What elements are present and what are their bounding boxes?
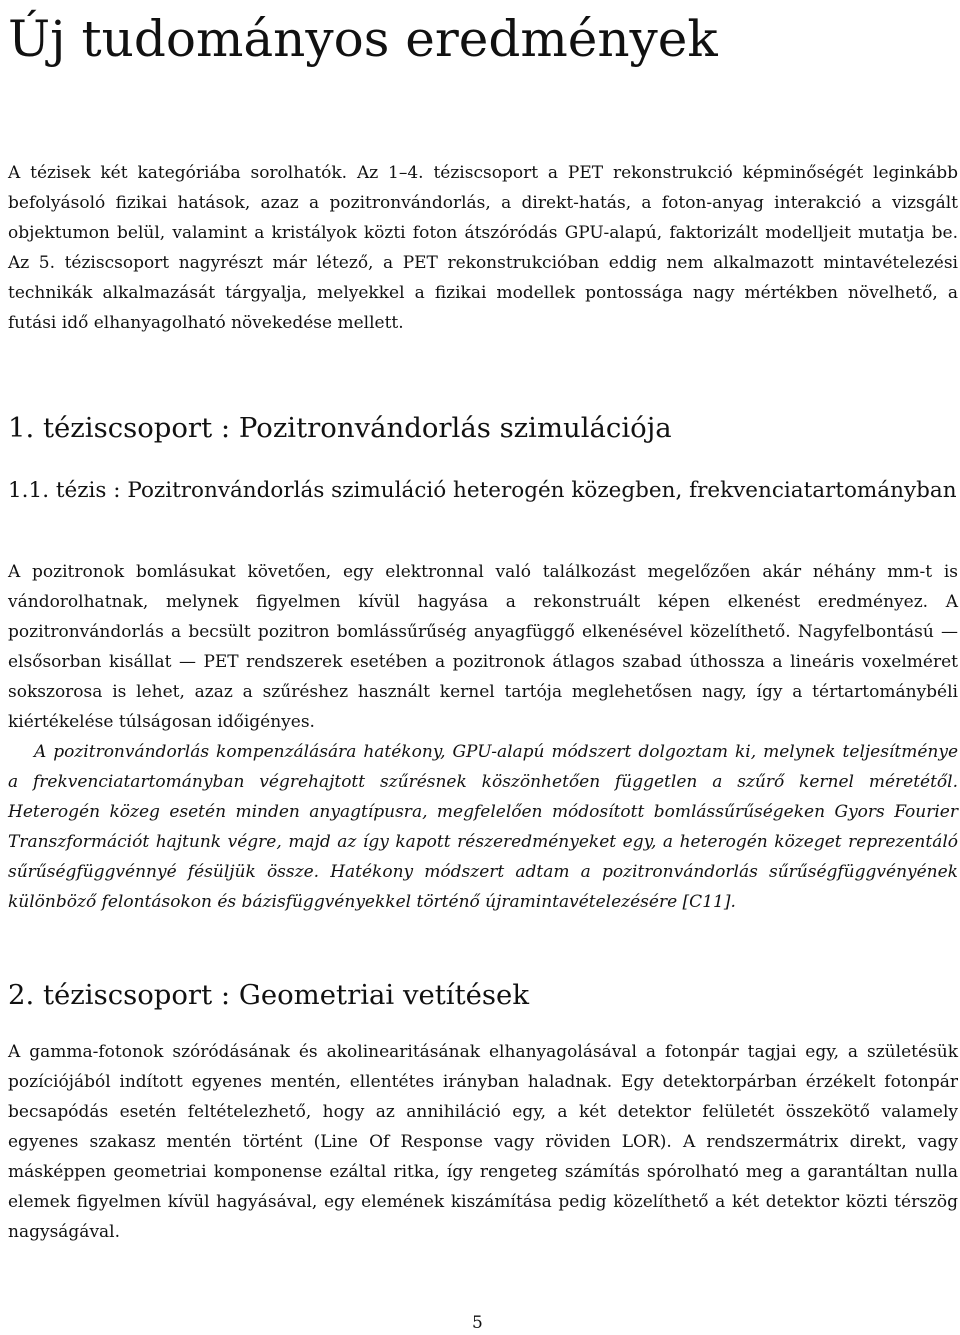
thesis-1-1-paragraph: A pozitronok bomlásukat követően, egy elektronnal való találkozást megelőzően akár néhány mm-t is vándorolhatnak, melynek figyelmen kívül hagyása a rekonstruált képen elkenést eredményez. A pozitronvándorlás a becsült pozitron bomlássűrűség anyagfüggő elkenésével közelíthető. Nagyfelbontású — elsősorban kisállat — PET rendszerek esetében a pozitronok átlagos szabad úthossza a lineáris voxelméret sokszorosa is lehet, azaz a szűréshez használt kernel tartója meglehetősen nagy, így a tértartománybéli kiértékelése túlságosan időigényes. [8,562,958,732]
intro-paragraph: A tézisek két kategóriába sorolhatók. Az 1–4. téziscsoport a PET rekonstrukció képminőségét leginkább befolyásoló fizikai hatások, azaz a pozitronvándorlás, a direkt-hatás, a foton-anyag interakció a vizsgált objektumon belül, valamint a kristályok közti foton átszóródás GPU-alapú, faktorizált modelljeit mutatja be. Az 5. téziscsoport nagyrészt már létező, a PET rekonstrukcióban eddig nem alkalmazott mintavételezési technikák alkalmazását tárgyalja, melyekkel a fizikai modellek pontossága nagy mértékben növelhető, a futási idő elhanyagolható növekedése mellett. [8,163,958,333]
page-number: 5 [472,1313,483,1333]
chapter-title: Új tudományos eredmények [8,10,718,68]
thesis-1-1-claim: A pozitronvándorlás kompenzálására hatékony, GPU-alapú módszert dolgoztam ki, melynek teljesítménye a frekvenciatartományban végrehajtott szűrésnek köszönhetően független a szűrő kernel méretétől. Heterogén közeg esetén minden anyagtípusra, megfelelően módosított bomlássűrűségeken Gyors Fourier Transzformációt hajtunk végre, majd az így kapott részeredményeket egy, a heterogén közeget reprezentáló sűrűségfüggvénnyé fésüljük össze. Hatékony módszert adtam a pozitronvándorlás sűrűségfüggvényének különböző felontásokon és bázisfüggvényekkel történő újramintavételezésére [C11]. [8,742,958,912]
section-2-paragraph: A gamma-fotonok szóródásának és akolinearitásának elhanyagolásával a fotonpár tagjai egy, a születésük pozíciójából indított egyenes mentén, ellentétes irányban haladnak. Egy detektorpárban érzékelt fotonpár becsapódás esetén feltételezhető, hogy az annihiláció egy, a két detektor felületét összekötő valamely egyenes szakasz mentén történt (Line Of Response vagy röviden LOR). A rendszermátrix direkt, vagy másképpen geometriai komponense ezáltal ritka, így rengeteg számítás spórolható meg a garantáltan nulla elemek figyelmen kívül hagyásával, egy elemének kiszámítása pedig közelíthető a két detektor közti térszög nagyságával. [8,1042,958,1242]
thesis-1-1-body [8,557,958,917]
section-1-title: 1. téziscsoport : Pozitronvándorlás szimulációja [8,412,672,444]
section-2-title: 2. téziscsoport : Geometriai vetítések [8,979,529,1011]
thesis-1-1-title: 1.1. tézis : Pozitronvándorlás szimuláció heterogén közegben, frekvenciatartományban [8,478,957,503]
